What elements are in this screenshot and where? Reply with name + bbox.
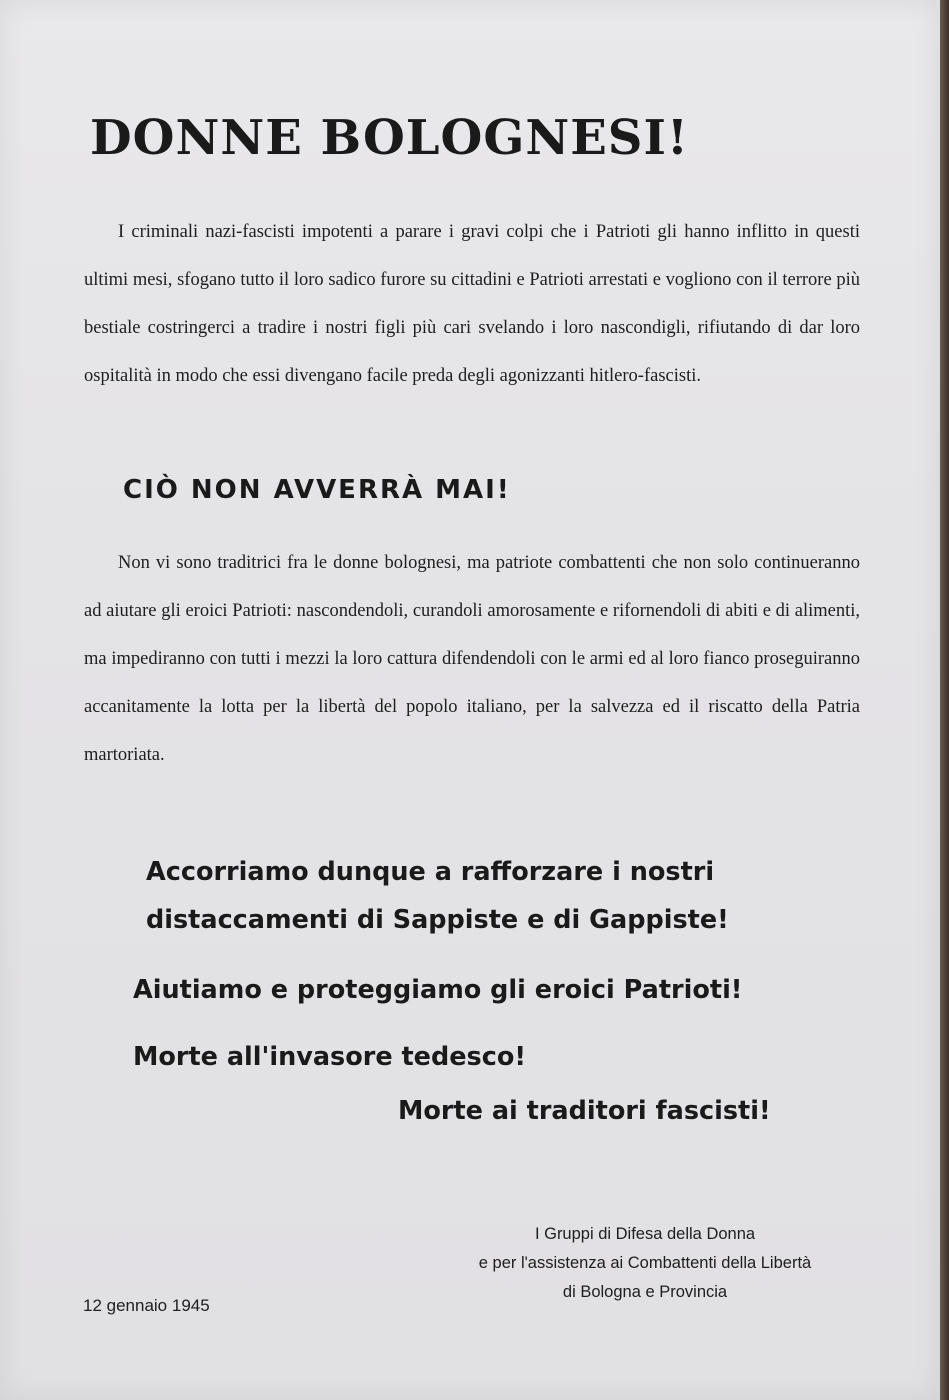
signature-block [400,1220,890,1307]
signature-line-2: e per l'assistenza ai Combattenti della Libertà [478,1254,812,1272]
paragraph-second: Non vi sono traditrici fra le donne bolognesi, ma patriote combattenti che non solo continueranno ad aiutare gli eroici Patrioti: nascondendoli, curandoli amorosamente e rifornendoli di abiti e di alimenti, ma impediranno con tutti i mezzi la loro cattura difendendoli con le armi ed al loro fianco proseguiranno accanitamente la lotta per la libertà del popolo italiano, per la salvezza ed il riscatto della Patria martoriata. [84,553,860,765]
background-edge [940,0,949,1400]
signature-line-1: I Gruppi di Difesa della Donna [534,1225,756,1243]
slogan-line-5: Morte ai traditori fascisti! [398,1096,771,1126]
slogan-line-1: Accorriamo dunque a rafforzare i nostri [146,857,715,887]
signature-line-3: di Bologna e Provincia [562,1283,728,1301]
slogan-line-2: distaccamenti di Sappiste e di Gappiste! [146,905,729,935]
slogan-line-4: Morte all'invasore tedesco! [133,1042,526,1072]
subheading: CIÒ NON AVVERRÀ MAI! [123,475,511,505]
poster-date: 12 gennaio 1945 [83,1296,210,1315]
paragraph-first: I criminali nazi-fascisti impotenti a parare i gravi colpi che i Patrioti gli hanno inflitto in questi ultimi mesi, sfogano tutto il loro sadico furore su cittadini e Patrioti arrestati e vogliono con il terrore più bestiale costringerci a tradire i nostri figli più cari svelando i loro nascondigli, rifiutando di dar loro ospitalità in modo che essi divengano facile preda degli agonizzanti hitlero-fascisti. [84,222,860,386]
slogan-line-3: Aiutiamo e proteggiamo gli eroici Patrioti! [133,975,743,1005]
poster-title: DONNE BOLOGNESI! [90,110,689,166]
